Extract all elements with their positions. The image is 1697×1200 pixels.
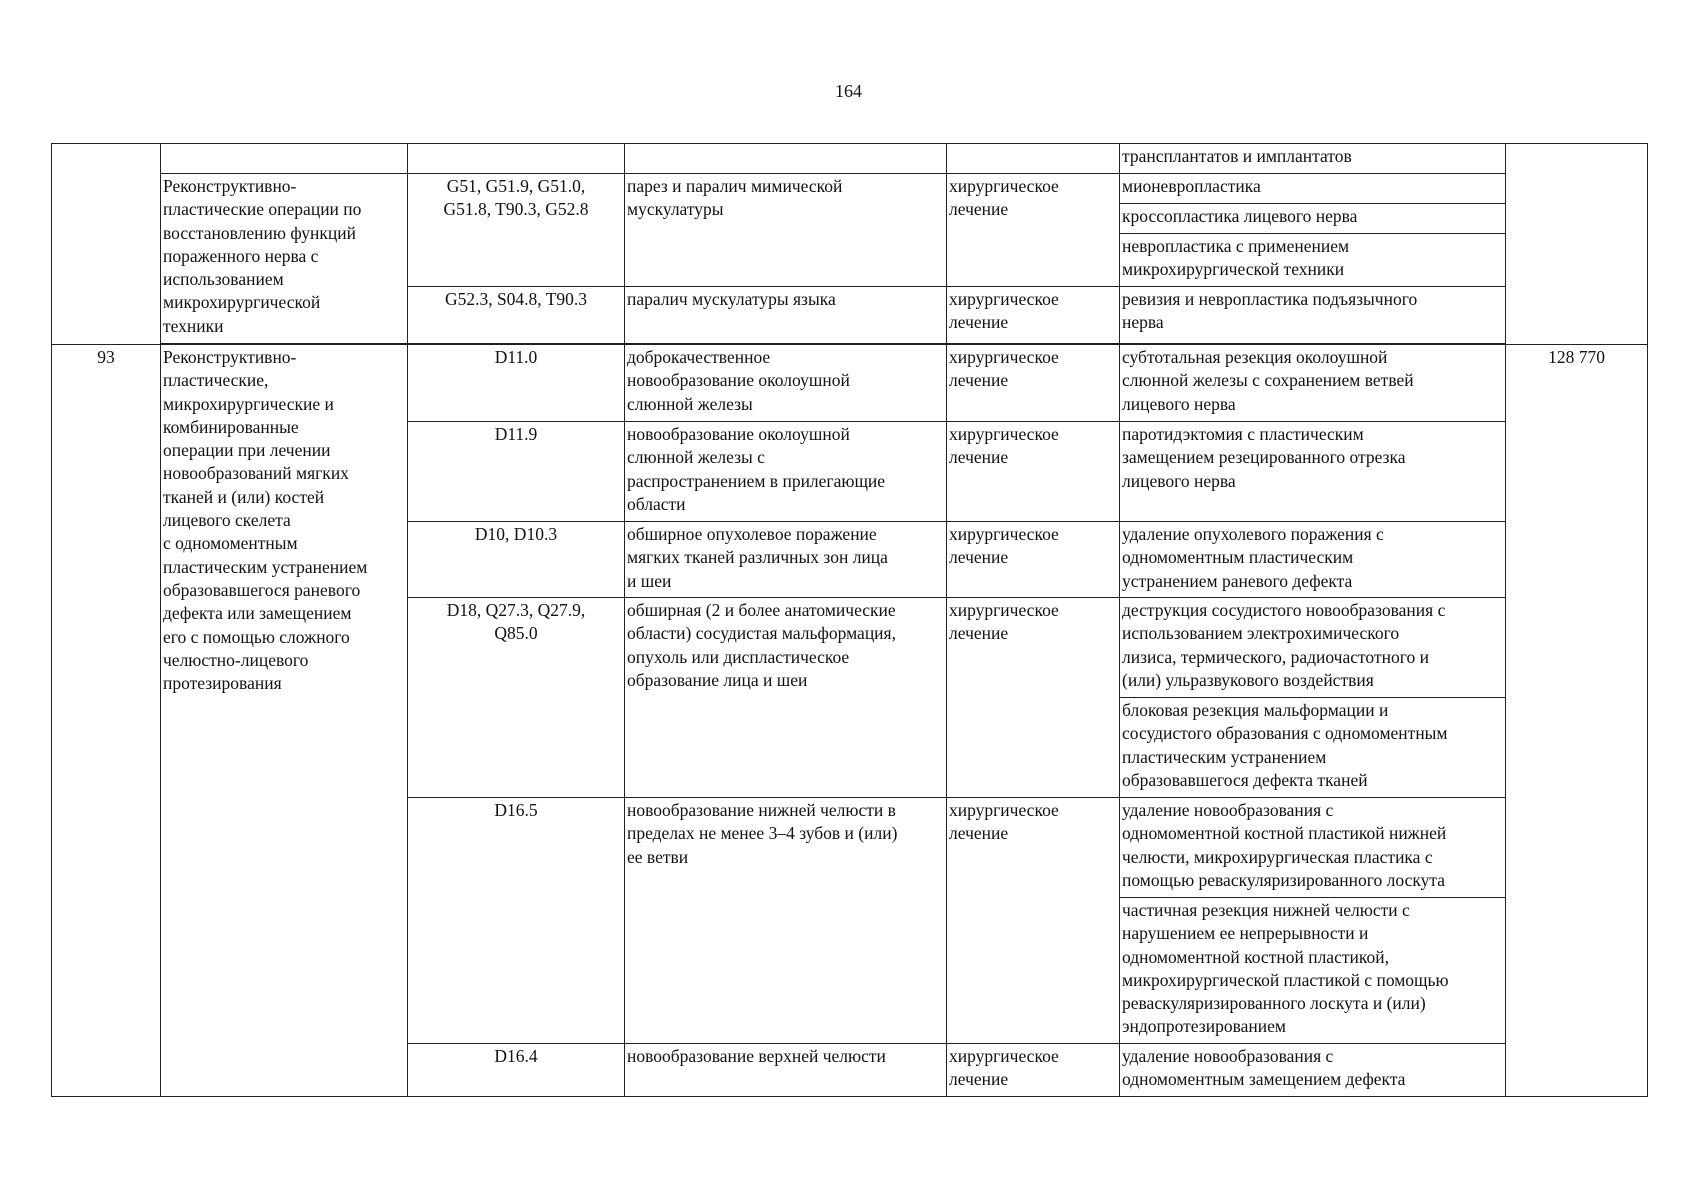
model-cell — [625, 144, 947, 174]
cost-cell — [1506, 144, 1648, 345]
treatment-cell: хирургическое лечение — [947, 598, 1120, 798]
method-cell: невропластика с применением микрохирургической техники — [1120, 234, 1506, 287]
table-row — [52, 345, 1648, 422]
method-cell: удаление опухолевого поражения с одномоментным пластическим устранением раневого дефекта — [1120, 522, 1506, 598]
treatment-cell: хирургическое лечение — [947, 422, 1120, 522]
method-cell: удаление новообразования с одномоментной костной пластикой нижней челюсти, микрохирургическая пластика с помощью реваскуляризированного лоскута — [1120, 798, 1506, 898]
method-cell: мионевропластика — [1120, 174, 1506, 204]
codes-cell: G52.3, S04.8, T90.3 — [408, 287, 625, 344]
treatment-cell: хирургическое лечение — [947, 174, 1120, 287]
codes-cell: D16.4 — [408, 1044, 625, 1097]
model-cell: доброкачественное новообразование околоушной слюнной железы — [625, 345, 947, 422]
codes-cell: D10, D10.3 — [408, 522, 625, 598]
model-cell: новообразование верхней челюсти — [625, 1044, 947, 1097]
table-row — [52, 174, 1648, 204]
item-cost: 128 770 — [1506, 345, 1648, 1097]
model-cell: новообразование нижней челюсти в пределах не менее 3–4 зубов и (или) ее ветви — [625, 798, 947, 1044]
codes-cell: D11.9 — [408, 422, 625, 522]
method-cell: кроссопластика лицевого нерва — [1120, 204, 1506, 234]
treatment-cell: хирургическое лечение — [947, 522, 1120, 598]
number-cell — [52, 144, 161, 345]
name-cell: Реконструктивно- пластические операции по восстановлению функций пораженного нерва с использованием микрохирургической техники — [161, 174, 408, 344]
codes-cell: G51, G51.9, G51.0, G51.8, T90.3, G52.8 — [408, 174, 625, 287]
method-cell: ревизия и невропластика подъязычного нерва — [1120, 287, 1506, 344]
treatment-cell — [947, 144, 1120, 174]
method-cell: частичная резекция нижней челюсти с нарушением ее непрерывности и одномоментной костной пластикой, микрохирургической пластикой с помощью реваскуляризированного лоскута и (или) эндопротезированием — [1120, 898, 1506, 1044]
treatment-cell: хирургическое лечение — [947, 287, 1120, 344]
table-row — [52, 144, 1648, 174]
method-cell: деструкция сосудистого новообразования с использованием электрохимического лизиса, термического, радиочастотного и (или) ульразвукового воздействия — [1120, 598, 1506, 698]
name-cell — [161, 144, 408, 174]
codes-cell: D11.0 — [408, 345, 625, 422]
treatment-cell: хирургическое лечение — [947, 1044, 1120, 1097]
model-cell: парез и паралич мимической мускулатуры — [625, 174, 947, 287]
procedures-table — [51, 143, 1648, 1097]
page-number: 164 — [835, 81, 862, 101]
method-cell: блоковая резекция мальформации и сосудистого образования с одномоментным пластическим устранением образовавшегося дефекта тканей — [1120, 698, 1506, 798]
model-cell: обширное опухолевое поражение мягких тканей различных зон лица и шеи — [625, 522, 947, 598]
method-cell: паротидэктомия с пластическим замещением резецированного отрезка лицевого нерва — [1120, 422, 1506, 522]
codes-cell: D16.5 — [408, 798, 625, 1044]
model-cell: паралич мускулатуры языка — [625, 287, 947, 344]
treatment-cell: хирургическое лечение — [947, 345, 1120, 422]
codes-cell: D18, Q27.3, Q27.9, Q85.0 — [408, 598, 625, 798]
codes-cell — [408, 144, 625, 174]
treatment-cell: хирургическое лечение — [947, 798, 1120, 1044]
item-number: 93 — [52, 345, 161, 1097]
item-name: Реконструктивно- пластические, микрохирургические и комбинированные операции при лечении новообразований мягких тканей и (или) костей лицевого скелета с одномоментным пластическим устранением образовавшегося раневого дефекта или замещением его с помощью сложного челюстно-лицевого протезирования — [161, 345, 408, 1097]
method-cell: субтотальная резекция околоушной слюнной железы с сохранением ветвей лицевого нерва — [1120, 345, 1506, 422]
method-cell: удаление новообразования с одномоментным замещением дефекта — [1120, 1044, 1506, 1097]
model-cell: новообразование околоушной слюнной железы с распространением в прилегающие области — [625, 422, 947, 522]
method-cell: трансплантатов и имплантатов — [1120, 144, 1506, 174]
model-cell: обширная (2 и более анатомические области) сосудистая мальформация, опухоль или диспластическое образование лица и шеи — [625, 598, 947, 798]
